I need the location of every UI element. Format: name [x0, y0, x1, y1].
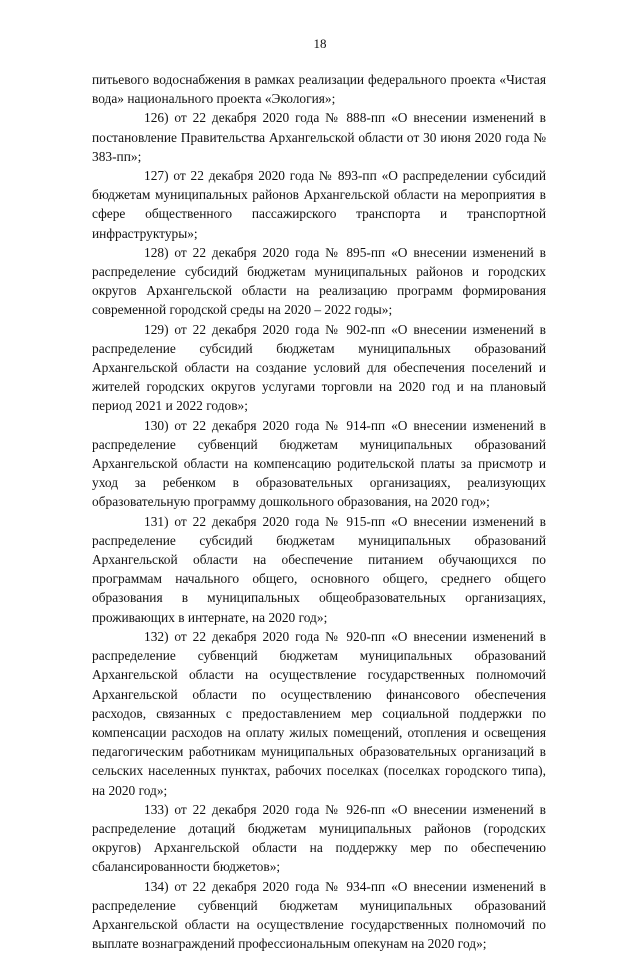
- list-item-134: 134) от 22 декабря 2020 года № 934-пп «О внесении изменений в распределение субвенций бюджетам муниципальных образований Архангельской области на осуществление государственных полномочий по выплате вознаграждений профессиональным опекунам на 2020 год»;: [92, 878, 546, 952]
- list-item-126: 126) от 22 декабря 2020 года № 888-пп «О внесении изменений в постановление Правительства Архангельской области от 30 июня 2020 года № 383-пп»;: [92, 110, 546, 164]
- list-item-127: 127) от 22 декабря 2020 года № 893-пп «О распределении субсидий бюджетам муниципальных районов Архангельской области на мероприятия в сфере общественного пассажирского транспорта и транспортной инфраструктуры»;: [92, 168, 546, 241]
- list-item-129: 129) от 22 декабря 2020 года № 902-пп «О внесении изменений в распределение субсидий бюджетам муниципальных образований Архангельской области на создание условий для обеспечения поселений и жителей городских округов услугами торговли на 2020 год и на плановый период 2021 и 2022 годов»;: [92, 321, 546, 414]
- page-number: 18: [313, 36, 327, 51]
- list-item-130: 130) от 22 декабря 2020 года № 914-пп «О внесении изменений в распределение субвенций бюджетам муниципальных образований Архангельской области на компенсацию родительской платы за присмотр и уход за ребенком в образовательных организациях, реализующих образовательную программу дошкольного образования, на 2020 год»;: [92, 417, 546, 510]
- list-item-132: 132) от 22 декабря 2020 года № 920-пп «О внесении изменений в распределение субвенций бюджетам муниципальных образований Архангельской области на осуществление государственных полномочий Архангельской области по осуществлению финансового обеспечения расходов, связанных с предоставлением мер социальной поддержки по компенсации расходов на оплату жилых помещений, отопления и освещения педагогическим работникам муниципальных образовательных организаций в сельских населенных пунктах, рабочих поселках (поселках городского типа), на 2020 год»;: [92, 628, 546, 798]
- list-item-133: 133) от 22 декабря 2020 года № 926-пп «О внесении изменений в распределение дотаций бюджетам муниципальных районов (городских округов) Архангельской области на поддержку мер по обеспечению сбалансированности бюджетов»;: [92, 801, 546, 875]
- list-item-128: 128) от 22 декабря 2020 года № 895-пп «О внесении изменений в распределение субсидий бюджетам муниципальных районов и городских округов Архангельской области на реализацию программ формирования современной городской среды на 2020 – 2022 годы»;: [92, 244, 546, 318]
- document-body: [92, 70, 546, 953]
- paragraph-continuation: питьевого водоснабжения в рамках реализации федерального проекта «Чистая вода» национального проекта «Экология»;: [92, 72, 546, 107]
- list-item-131: 131) от 22 декабря 2020 года № 915-пп «О внесении изменений в распределение субсидий бюджетам муниципальных образований Архангельской области на обеспечение питанием обучающихся по программам начального общего, основного общего, среднего общего образования в муниципальных общеобразовательных организациях, проживающих в интернате, на 2020 год»;: [92, 513, 546, 625]
